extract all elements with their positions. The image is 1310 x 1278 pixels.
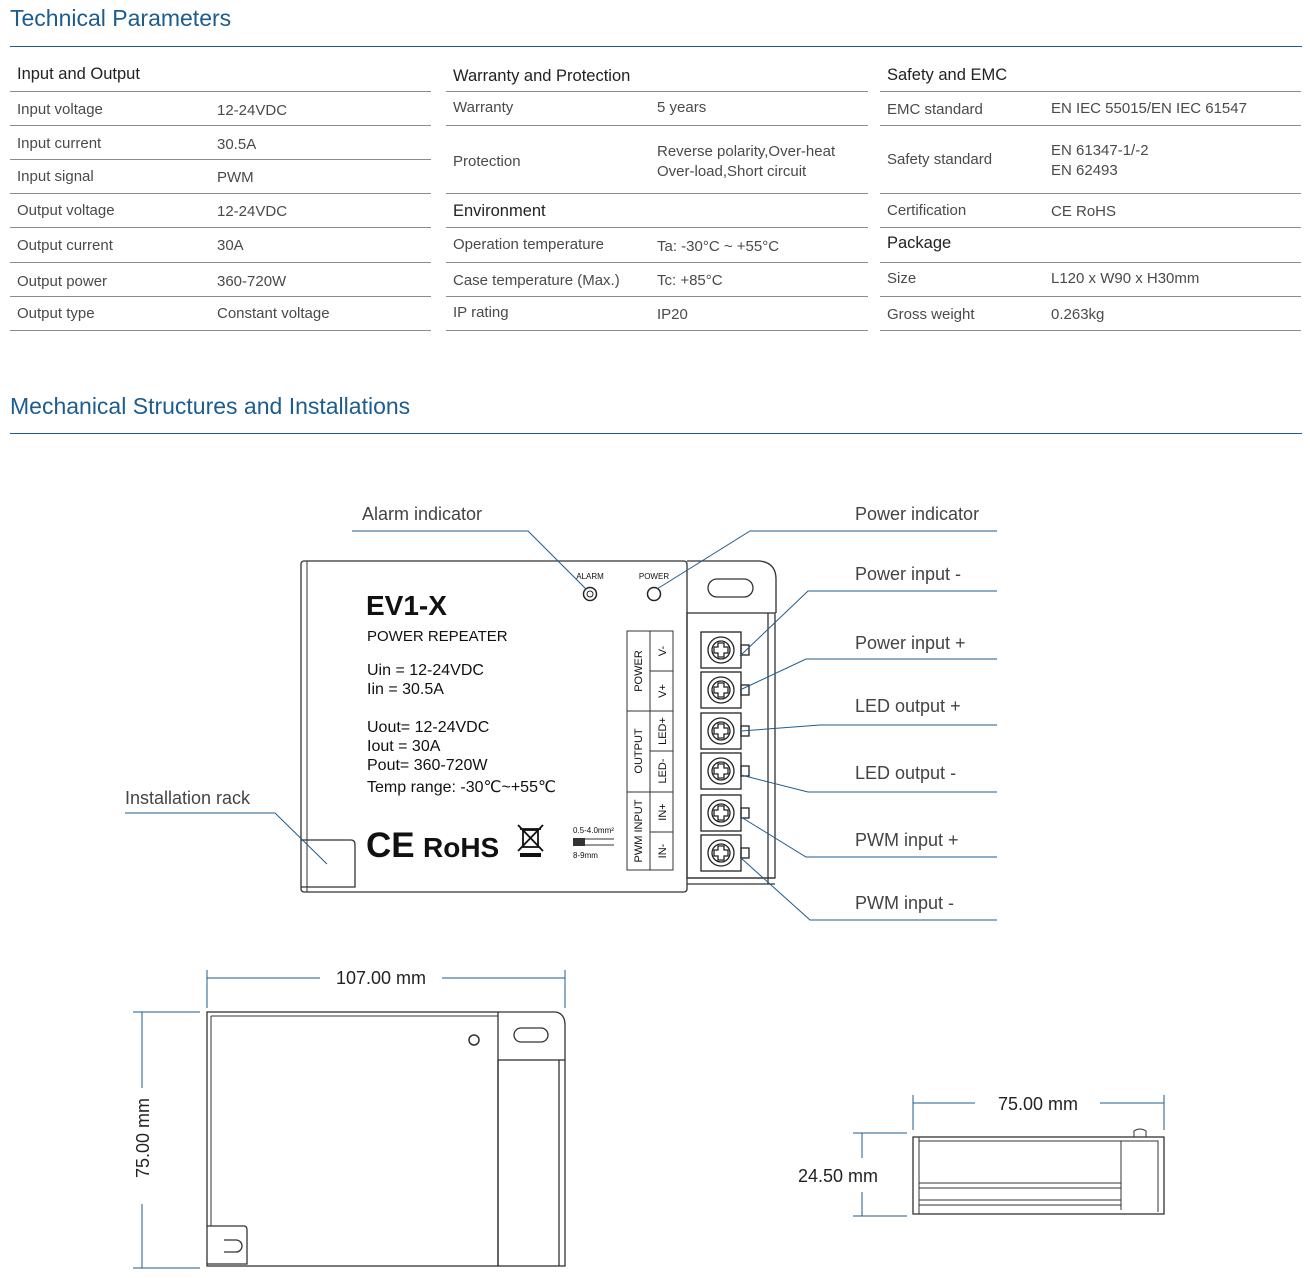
param-value: EN 62493 (1051, 162, 1118, 179)
leader-rack (125, 813, 327, 864)
top-view-terminal-block (498, 1060, 565, 1266)
mounting-slot (708, 579, 753, 597)
power-led (648, 588, 661, 601)
terminal-screw (701, 835, 749, 871)
weee-bin-icon (518, 825, 543, 851)
param-label: Size (887, 270, 917, 287)
side-view-ear (1121, 1141, 1158, 1212)
callout-power-input-minus: Power input - (855, 564, 962, 584)
param-value: 30A (217, 237, 244, 254)
device-model: EV1-X (366, 590, 447, 621)
param-value: Ta: -30°C ~ +55°C (657, 238, 780, 255)
top-view-rack (207, 1226, 247, 1264)
callout-led-output-plus: LED output + (855, 696, 961, 716)
ce-mark: CE (366, 826, 415, 865)
side-view-body (913, 1137, 1164, 1214)
param-value: 12-24VDC (217, 102, 288, 119)
terminal-label: V- (657, 645, 669, 657)
environment-heading: Environment (453, 202, 546, 220)
power-led-label: POWER (638, 572, 670, 581)
param-label: Safety standard (887, 151, 993, 168)
wire-cross-section: 0.5-4.0mm² (573, 826, 614, 835)
terminal-screw (701, 795, 749, 831)
input-output-heading: Input and Output (17, 65, 140, 83)
alarm-led-inner (587, 591, 593, 597)
callout-power-input-plus: Power input + (855, 633, 966, 653)
param-value: PWM (217, 169, 254, 186)
top-view-ear (498, 1012, 565, 1060)
param-value: Reverse polarity,Over-heat (657, 143, 836, 160)
safety-emc-heading: Safety and EMC (887, 66, 1008, 84)
terminal-label: LED- (657, 758, 669, 784)
callout-lines (125, 531, 997, 920)
param-value: L120 x W90 x H30mm (1051, 270, 1200, 287)
top-view-rack-slot (224, 1240, 242, 1252)
mechanical-structures-title: Mechanical Structures and Installations (10, 393, 411, 419)
alarm-led-label: ALARM (576, 572, 604, 581)
callout-alarm-indicator: Alarm indicator (362, 504, 483, 524)
param-label: Output current (17, 237, 113, 254)
group-label-pwm-input: PWM INPUT (633, 799, 645, 863)
group-label-power: POWER (633, 650, 645, 692)
param-label: Warranty (453, 99, 514, 116)
terminal-screw (701, 632, 749, 668)
package-heading: Package (887, 234, 952, 252)
param-label: Gross weight (887, 306, 975, 323)
param-label: Input signal (17, 168, 94, 185)
callout-installation-rack: Installation rack (125, 788, 251, 808)
param-value: Tc: +85°C (657, 272, 723, 289)
leader-alarm (352, 531, 586, 589)
side-view-led (1134, 1129, 1146, 1137)
right-mounting-ear (687, 561, 776, 613)
param-value: EN 61347-1/-2 (1051, 142, 1149, 159)
device-uin: Uin = 12-24VDC (367, 662, 484, 679)
warranty-protection-heading: Warranty and Protection (453, 67, 631, 85)
callout-pwm-input-minus: PWM input - (855, 893, 955, 913)
alarm-led (584, 588, 597, 601)
device-temp-range: Temp range: -30℃~+55℃ (367, 779, 556, 796)
param-value: 0.263kg (1051, 306, 1105, 323)
callout-pwm-input-plus: PWM input + (855, 830, 959, 850)
dimension-lines (133, 970, 565, 1268)
top-view-slot (514, 1028, 548, 1042)
device-iout: Iout = 30A (367, 738, 441, 755)
param-value: 360-720W (217, 273, 287, 290)
terminal-label: IN+ (657, 803, 669, 821)
leader-power-plus (740, 659, 997, 690)
param-value: Constant voltage (217, 305, 330, 322)
terminal-label-strip (627, 631, 673, 870)
technical-parameters-title: Technical Parameters (10, 5, 232, 31)
device-side-view (913, 1129, 1164, 1214)
param-value: 5 years (657, 99, 707, 116)
device-subtitle: POWER REPEATER (367, 628, 508, 645)
param-value: 12-24VDC (217, 203, 288, 220)
terminal-label: LED+ (657, 717, 669, 745)
terminal-block (687, 613, 775, 878)
top-view-led (469, 1035, 479, 1045)
device-pout: Pout= 360-720W (367, 757, 488, 774)
weee-bar (520, 853, 541, 857)
param-label: Output power (17, 273, 108, 290)
terminal-screw (701, 753, 749, 789)
wire-strip-length: 8-9mm (573, 851, 598, 860)
device-uout: Uout= 12-24VDC (367, 719, 490, 736)
terminal-label: V+ (657, 684, 669, 698)
terminal-screws (701, 632, 749, 871)
param-label: Output type (17, 305, 95, 322)
rohs-mark: RoHS (423, 832, 500, 863)
device-top-view (207, 1012, 565, 1266)
param-label: EMC standard (887, 101, 983, 118)
group-label-output: OUTPUT (633, 728, 645, 774)
param-value: Over-load,Short circuit (657, 163, 807, 180)
top-view-body (207, 1012, 498, 1266)
wire-strip-icon (573, 838, 614, 846)
param-label: Input current (17, 135, 102, 152)
leader-led-plus (741, 725, 997, 731)
dimension-side-width: 75.00 mm (997, 1094, 1079, 1114)
dimension-length: 107.00 mm (335, 968, 427, 988)
dimension-height: 24.50 mm (797, 1166, 879, 1186)
param-label: Input voltage (17, 101, 103, 118)
dimension-width: 75.00 mm (133, 1097, 153, 1179)
param-value: CE RoHS (1051, 203, 1117, 220)
param-value: EN IEC 55015/EN IEC 61547 (1051, 100, 1247, 117)
terminal-screw (701, 672, 749, 708)
param-label: Output voltage (17, 202, 115, 219)
param-label: Protection (453, 153, 521, 170)
device-iin: Iin = 30.5A (367, 681, 444, 698)
param-label: Certification (887, 202, 967, 219)
param-value: IP20 (657, 306, 688, 323)
param-label: Operation temperature (453, 236, 604, 253)
callout-led-output-minus: LED output - (855, 763, 957, 783)
param-label: Case temperature (Max.) (453, 272, 620, 289)
param-label: IP rating (453, 304, 509, 321)
terminal-label: IN- (657, 843, 669, 859)
param-value: 30.5A (217, 136, 257, 153)
callout-power-indicator: Power indicator (855, 504, 980, 524)
